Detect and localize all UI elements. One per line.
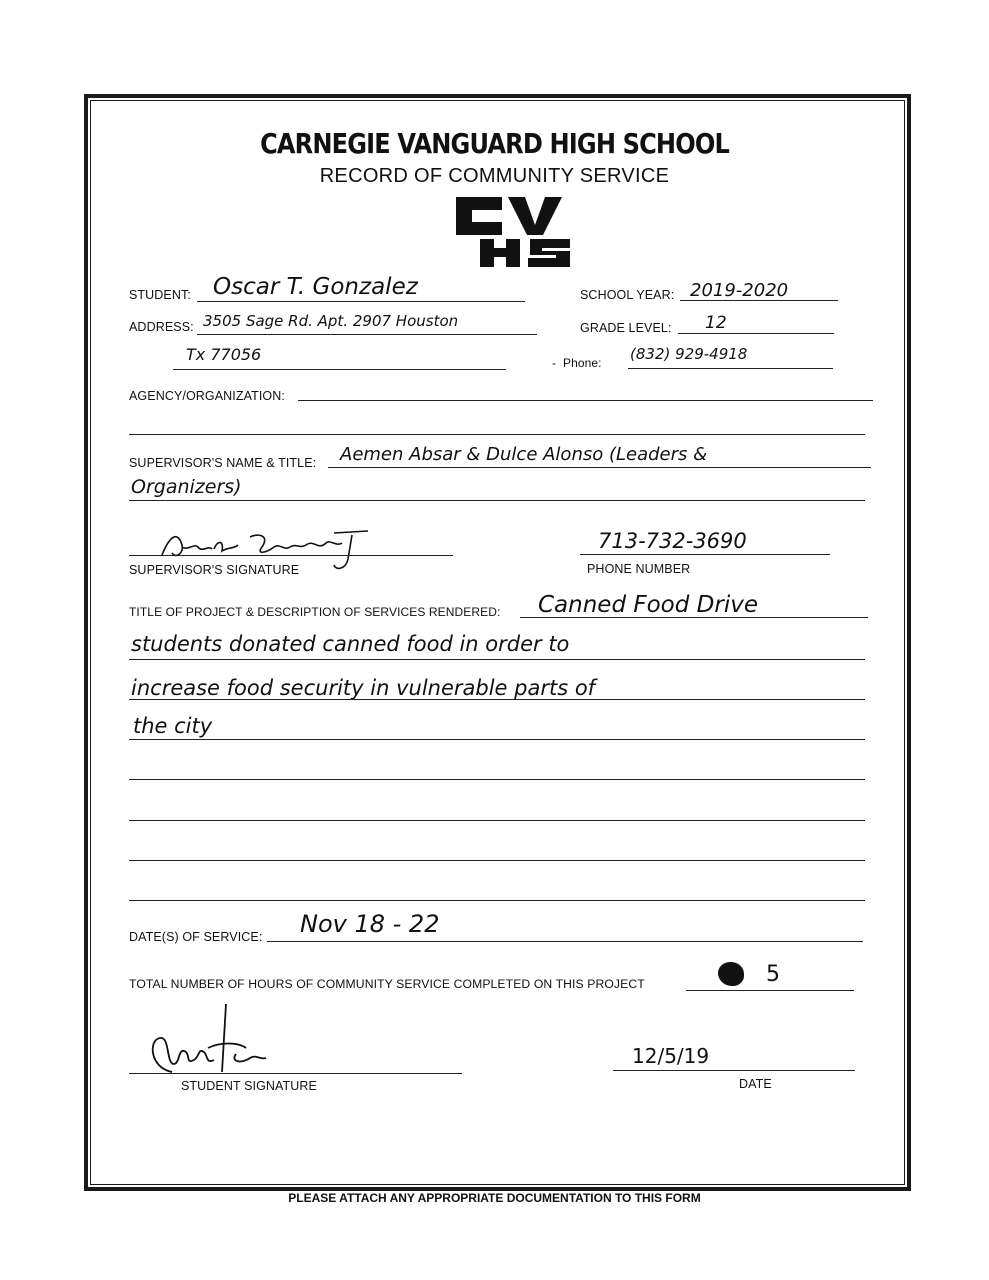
hours-label: TOTAL NUMBER OF HOURS OF COMMUNITY SERVICE COMPLETED ON THIS PROJECT bbox=[129, 977, 645, 991]
address-value-2: Tx 77056 bbox=[186, 345, 262, 364]
address-line-2 bbox=[173, 369, 506, 370]
grade-level-value: 12 bbox=[705, 313, 727, 333]
description-line-3 bbox=[129, 739, 865, 740]
project-label: TITLE OF PROJECT & DESCRIPTION OF SERVICES RENDERED: bbox=[129, 605, 501, 619]
ink-blot bbox=[718, 962, 744, 986]
supervisor-signature-line bbox=[129, 555, 453, 556]
agency-line-1 bbox=[298, 400, 873, 401]
school-year-value: 2019-2020 bbox=[690, 280, 789, 301]
description-value-3: the city bbox=[133, 714, 213, 738]
agency-label: AGENCY/ORGANIZATION: bbox=[129, 389, 285, 403]
dates-value: Nov 18 - 22 bbox=[300, 910, 440, 938]
student-signature bbox=[146, 1002, 286, 1083]
phone-value: (832) 929-4918 bbox=[630, 345, 748, 363]
description-value-2: increase food security in vulnerable parts of bbox=[131, 676, 596, 700]
student-signature-line bbox=[129, 1073, 462, 1074]
description-line-7 bbox=[129, 900, 865, 901]
student-label: STUDENT: bbox=[129, 288, 191, 302]
phone-label-text: Phone: bbox=[562, 356, 602, 370]
description-line-6 bbox=[129, 860, 865, 861]
description-line-5 bbox=[129, 820, 865, 821]
date-value: 12/5/19 bbox=[632, 1044, 710, 1068]
description-line-1 bbox=[129, 659, 865, 660]
student-signature-label: STUDENT SIGNATURE bbox=[181, 1079, 317, 1093]
description-value-1: students donated canned food in order to bbox=[131, 632, 570, 656]
agency-line-2 bbox=[129, 434, 865, 435]
dates-label: DATE(S) OF SERVICE: bbox=[129, 930, 263, 944]
hours-line bbox=[686, 990, 854, 991]
student-value: Oscar T. Gonzalez bbox=[213, 274, 418, 300]
date-line bbox=[613, 1070, 855, 1071]
school-logo bbox=[450, 193, 576, 269]
hours-value: 5 bbox=[766, 962, 780, 987]
date-label: DATE bbox=[739, 1077, 772, 1091]
logo-text: CV HS bbox=[450, 268, 454, 269]
grade-level-line bbox=[678, 333, 834, 334]
phone-line bbox=[628, 368, 833, 369]
dates-line bbox=[267, 941, 863, 942]
supervisor-signature-label: SUPERVISOR'S SIGNATURE bbox=[129, 563, 300, 577]
phone-label: - Phone: bbox=[552, 356, 602, 370]
grade-level-label: GRADE LEVEL: bbox=[580, 321, 672, 335]
supervisor-phone-line bbox=[580, 554, 830, 555]
address-line-1 bbox=[197, 334, 537, 335]
student-line bbox=[197, 301, 525, 302]
supervisor-value-1: Aemen Absar & Dulce Alonso (Leaders & bbox=[340, 444, 708, 465]
school-year-label: SCHOOL YEAR: bbox=[580, 288, 675, 302]
footer-note: PLEASE ATTACH ANY APPROPRIATE DOCUMENTATION TO THIS FORM bbox=[288, 1191, 701, 1205]
phone-number-label: PHONE NUMBER bbox=[587, 562, 691, 576]
description-line-4 bbox=[129, 779, 865, 780]
address-label: ADDRESS: bbox=[129, 320, 194, 334]
school-name: CARNEGIE VANGUARD HIGH SCHOOL bbox=[260, 127, 729, 160]
form-title: RECORD OF COMMUNITY SERVICE bbox=[319, 165, 670, 187]
supervisor-line-2 bbox=[129, 500, 865, 501]
supervisor-name-label: SUPERVISOR'S NAME & TITLE: bbox=[129, 456, 317, 470]
description-line-2 bbox=[129, 699, 865, 700]
supervisor-phone-value: 713-732-3690 bbox=[598, 529, 747, 553]
supervisor-line-1 bbox=[328, 467, 871, 468]
supervisor-value-2: Organizers) bbox=[131, 476, 242, 498]
address-value-1: 3505 Sage Rd. Apt. 2907 Houston bbox=[203, 312, 459, 330]
project-title-value: Canned Food Drive bbox=[538, 592, 758, 618]
